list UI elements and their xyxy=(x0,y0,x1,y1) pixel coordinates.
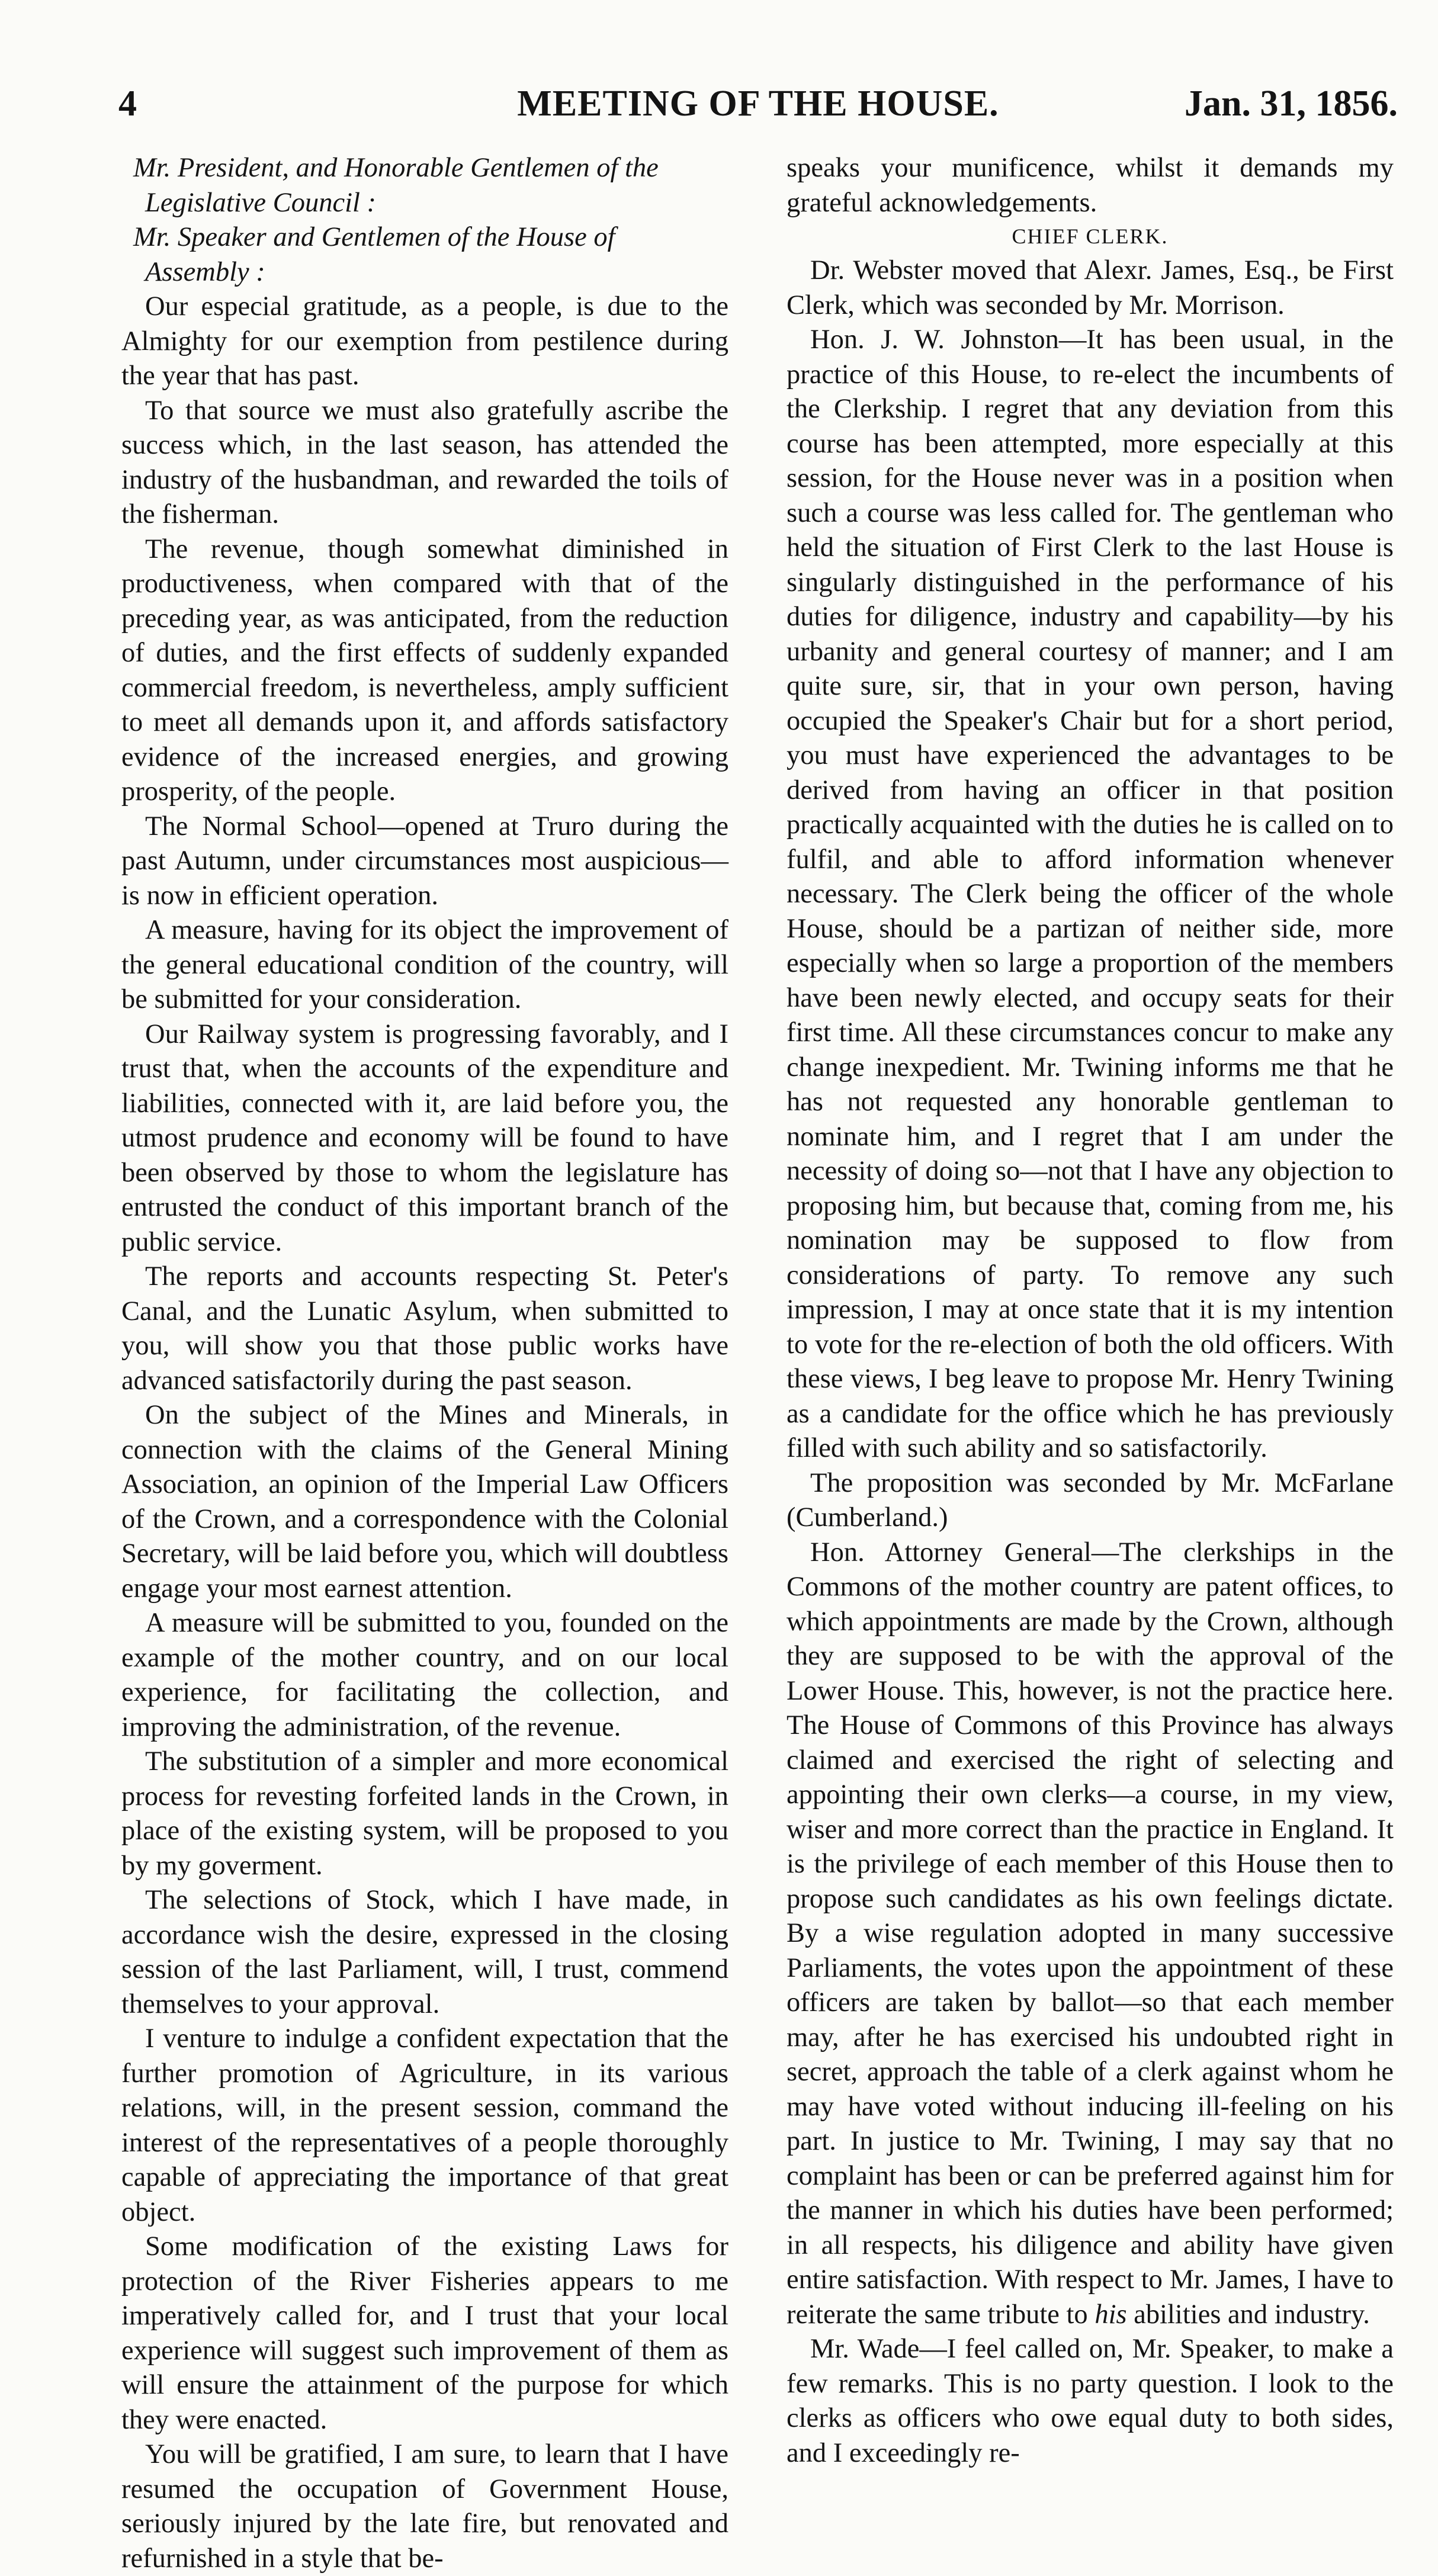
speech-paragraph: The substitution of a simpler and more economical process for revesting forfeited lands in the Crown, in place of the existing system, will be proposed to you by my goverment. xyxy=(121,1746,728,1881)
page-header xyxy=(118,77,1398,130)
running-title: MEETING OF THE HOUSE. xyxy=(517,83,999,124)
speech-paragraph: The reports and accounts respecting St. Peter's Canal, and the Lunatic Asylum, when submitted to you, will show you that those public works have advanced satisfactorily during the past season. xyxy=(121,1261,728,1396)
speech-paragraph: On the subject of the Mines and Minerals, in connection with the claims of the General Mining Association, an opinion of the Imperial Law Officers of the Crown, and a correspondence with the Colonial Secretary, will be laid before you, which will doubtless engage your most earnest attention. xyxy=(121,1400,728,1604)
speech-paragraph: Our especial gratitude, as a people, is due to the Almighty for our exemption from pestilence during the year that has past. xyxy=(121,291,728,391)
italic-word: his xyxy=(1094,2299,1127,2330)
debate-paragraph: Hon. Attorney General—The clerkships in the Commons of the mother country are patent offices, to which appointments are made by the Crown, although they are supposed to be with the approval of the Lower House. This, however, is not the practice here. The House of Commons of this Province has always claimed and exercised the right of selecting and appointing their own clerks—a course, in my view, wiser and more correct than the practice in England. It is the privilege of each member of this House then to propose such candidates as his own feelings dictate. By a wise regulation adopted in many successive Parliaments, the votes upon the appointment of these officers are taken by ballot—so that each member may, after he has exercised his undoubted right in secret, approach the table of a clerk against whom he may have voted without inducing ill-feeling on his part. In justice to Mr. Twining, I may say that no complaint has been or can be preferred against him for the manner in which his duties have been performed; in all respects, his diligence and ability have given entire satisfaction. With respect to Mr. James, I have to reiterate the same tribute to his abilities and industry. xyxy=(787,1537,1394,2330)
salutation-council: Mr. President, and Honorable Gentlemen of the Legislative Council : xyxy=(133,153,659,218)
debate-paragraph: The proposition was seconded by Mr. McFarlane (Cumberland.) xyxy=(787,1467,1394,1533)
speech-paragraph: The revenue, though somewhat diminished in productiveness, when compared with that of the preceding year, as was anticipated, from the reduction of duties, and the first effects of suddenly expanded commercial freedom, is nevertheless, amply sufficient to meet all demands upon it, and affords satisfactory evidence of the increased energies, and growing prosperity, of the people. xyxy=(121,534,728,807)
debate-paragraph: Hon. J. W. Johnston—It has been usual, in the practice of this House, to re-elect the incumbents of the Clerkship. I regret that any deviation from this course has been attempted, more especially at this session, for the House never was in a position when such a course was less called for. The gentleman who held the situation of First Clerk to the last House is singularly distinguished in the performance of his duties for diligence, industry and capability—by his urbanity and general courtesy of manner; and I am quite sure, sir, that in your own person, having occupied the Speaker's Chair but for a short period, you must have experienced the advantages to be derived from having an officer in that position practically acquainted with the duties he is called on to fulfil, and able to afford information whenever necessary. The Clerk being the officer of the whole House, should be a partizan of neither side, more especially when so large a proportion of the members have been newly elected, and occupy seats for their first time. All these circumstances concur to make any change inexpedient. Mr. Twining informs me that he has not requested any honorable gentleman to nominate him, and I regret that I am under the necessity of doing so—not that I have any objection to proposing him, but because that, coming from me, his nomination may be supposed to flow from considerations of party. To remove any such impression, I may at once state that it is my intention to vote for the re-election of both the old officers. With these views, I beg leave to propose Mr. Henry Twining as a candidate for the office which he has previously filled with such ability and so satisfactorily. xyxy=(787,325,1394,1463)
speech-paragraph: The selections of Stock, which I have made, in accordance wish the desire, expressed in the closing session of the last Parliament, will, I trust, commend themselves to your approval. xyxy=(121,1885,728,2019)
speech-paragraph: You will be gratified, I am sure, to learn that I have resumed the occupation of Government House, seriously injured by the late fire, but renovated and refurnished in a style that be- xyxy=(121,2439,728,2574)
speech-paragraph: A measure will be submitted to you, founded on the example of the mother country, and on our local experience, for facilitating the collection, and improving the administration, of the revenue. xyxy=(121,1608,728,1742)
salutation-assembly: Mr. Speaker and Gentlemen of the House of Assembly : xyxy=(133,222,615,287)
speech-paragraph: To that source we must also gratefully ascribe the success which, in the last season, has attended the industry of the husbandman, and rewarded the toils of the fisherman. xyxy=(121,395,728,529)
right-column xyxy=(787,151,1394,2468)
section-heading-chief-clerk: CHIEF CLERK. xyxy=(1012,224,1169,248)
speech-paragraph: A measure, having for its object the improvement of the general educational condition of the country, will be submitted for your consideration. xyxy=(121,915,728,1014)
debate-paragraph: Mr. Wade—I feel called on, Mr. Speaker, to make a few remarks. This is no party question. I look to the clerks as officers who owe equal duty to both sides, and I exceedingly re- xyxy=(787,2334,1394,2468)
header-date: Jan. 31, 1856. xyxy=(1185,83,1398,124)
speech-paragraph: Some modification of the existing Laws for protection of the River Fisheries appears to me imperatively called for, and I trust that your local experience will suggest such improvement of them as will ensure the attainment of the purpose for which they were enacted. xyxy=(121,2231,728,2435)
speech-paragraph: The Normal School—opened at Truro during the past Autumn, under circumstances most auspicious—is now in efficient operation. xyxy=(121,811,728,911)
speech-paragraph: I venture to indulge a confident expectation that the further promotion of Agriculture, in its various relations, will, in the present session, command the interest of the representatives of a people thoroughly capable of appreciating the importance of that great object. xyxy=(121,2023,728,2227)
speech-continuation: speaks your munificence, whilst it demands my grateful acknowledgements. xyxy=(787,153,1394,218)
left-column xyxy=(121,151,728,2574)
debate-paragraph: Dr. Webster moved that Alexr. James, Esq., be First Clerk, which was seconded by Mr. Morrison. xyxy=(787,255,1394,320)
page-number: 4 xyxy=(118,83,137,124)
speech-paragraph: Our Railway system is progressing favorably, and I trust that, when the accounts of the expenditure and liabilities, connected with it, are laid before you, the utmost prudence and economy will be found to have been observed by those to whom the legislature has entrusted the conduct of this important branch of the public service. xyxy=(121,1019,728,1257)
